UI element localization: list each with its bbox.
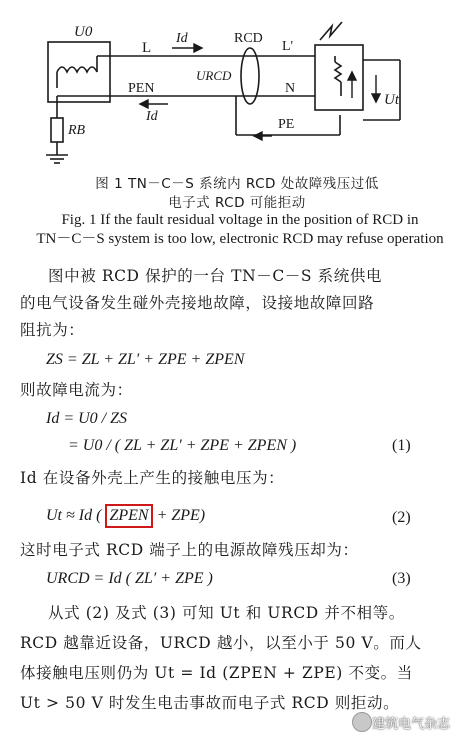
equation-id-line2: = U0 / ( ZL + ZL′ + ZPE + ZPEN ) — [68, 437, 297, 454]
equation-ut-suffix: + ZPE) — [156, 507, 206, 524]
label-l: L — [142, 40, 152, 56]
rb-resistor — [51, 118, 63, 142]
caption-en-line2: TN－C－S system is too low, electronic RCD may refuse operation — [36, 231, 444, 247]
paragraph1-line1: 图中被 RCD 保护的一台 TN－C－S 系统供电 — [48, 267, 383, 285]
equation-id-line1: Id = U0 / ZS — [46, 410, 128, 427]
label-pe: PE — [278, 117, 295, 132]
fault-lightning — [320, 22, 342, 40]
text-rcd-residual: 这时电子式 RCD 端子上的电源故障残压却为： — [20, 541, 359, 559]
equipment-enclosure — [315, 45, 363, 110]
text-touch-voltage: Id 在设备外壳上产生的接触电压为： — [20, 469, 285, 487]
equation-number-3: (3) — [392, 570, 411, 587]
label-u0: U0 — [74, 24, 93, 40]
watermark-text: 建筑电气杂志 — [372, 717, 451, 732]
equation-number-2: (2) — [392, 509, 411, 526]
transformer-coil — [57, 67, 97, 72]
label-rcd: RCD — [234, 31, 263, 46]
caption-en-line1: Fig. 1 If the fault residual voltage in the position of RCD in — [61, 212, 419, 228]
caption-cn-line1: 图 1 TN－C－S 系统内 RCD 处故障残压过低 — [95, 176, 379, 192]
label-n: N — [285, 81, 296, 96]
equation-urcd: URCD = Id ( ZL′ + ZPE ) — [46, 570, 213, 587]
caption-cn-line2: 电子式 RCD 可能拒动 — [168, 195, 306, 211]
label-urcd: URCD — [196, 68, 232, 83]
equation-number-1: (1) — [392, 437, 411, 454]
paragraph2-line3: 体接触电压则仍为 Ut = Id (ZPEN + ZPE) 不变。当 — [20, 664, 413, 682]
label-rb: RB — [68, 123, 86, 138]
paragraph1-line2: 的电气设备发生碰外壳接地故障，设接地故障回路 — [20, 294, 375, 312]
paragraph2-line2: RCD 越靠近设备，URCD 越小，以至小于 50 V。而人 — [20, 634, 422, 652]
text-fault-current: 则故障电流为： — [20, 381, 133, 399]
label-ut: Ut — [384, 92, 399, 108]
equation-zs: ZS = ZL + ZL′ + ZPE + ZPEN — [46, 351, 245, 368]
label-l-prime: L' — [282, 39, 294, 54]
paragraph1-line3: 阻抗为： — [20, 321, 85, 339]
equation-ut-prefix: Ut ≈ Id ( — [46, 507, 102, 524]
circuit-diagram — [0, 0, 474, 170]
equation-ut — [46, 504, 205, 528]
paragraph2-line1: 从式 (2) 及式 (3) 可知 Ut 和 URCD 并不相等。 — [48, 604, 405, 622]
highlight-zpen-box: ZPEN — [105, 504, 152, 528]
watermark-logo-icon — [352, 712, 372, 732]
paragraph2-line4: Ut > 50 V 时发生电击事故而电子式 RCD 则拒动。 — [20, 694, 400, 712]
load-resistor — [335, 62, 341, 82]
label-id-top: Id — [176, 31, 188, 46]
label-pen: PEN — [128, 81, 155, 96]
label-id-bottom: Id — [146, 109, 158, 124]
